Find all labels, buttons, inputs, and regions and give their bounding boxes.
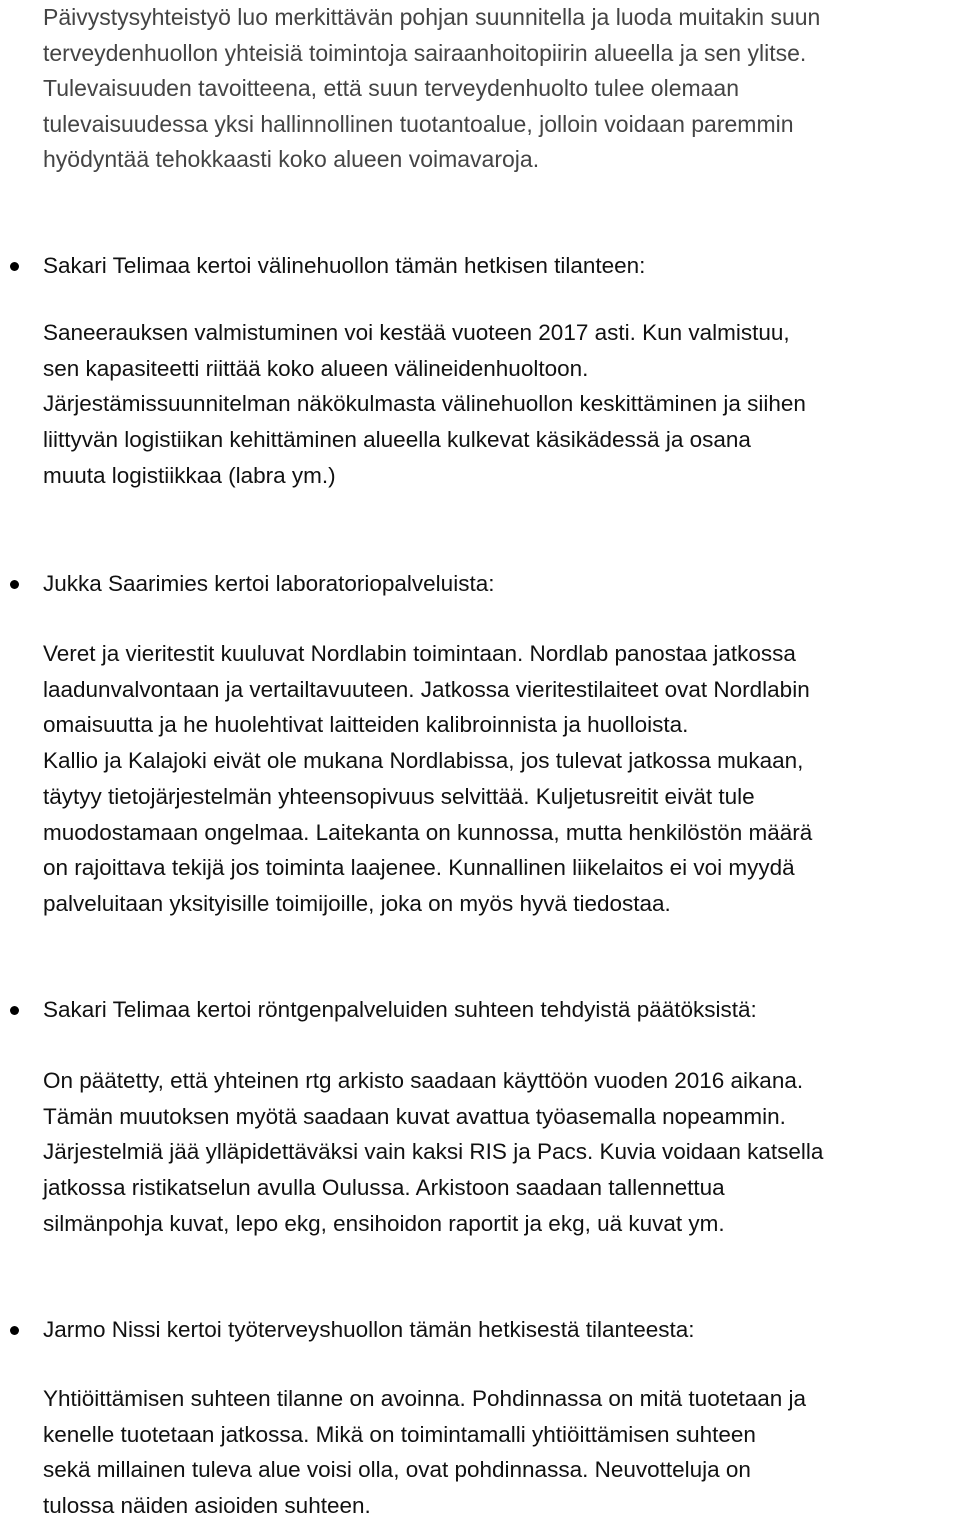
body-line: muodostamaan ongelmaa. Laitekanta on kunnossa, mutta henkilöstön määrä bbox=[43, 819, 813, 845]
body-line: Järjestelmiä jää ylläpidettäväksi vain kaksi RIS ja Pacs. Kuvia voidaan katsella bbox=[43, 1139, 824, 1165]
bullet-icon bbox=[10, 1006, 19, 1015]
intro-line: Päivystysyhteistyö luo merkittävän pohjan suunnitella ja luoda muitakin suun bbox=[43, 4, 821, 30]
body-line: kenelle tuotetaan jatkossa. Mikä on toimintamalli yhtiöittämisen suhteen bbox=[43, 1421, 756, 1447]
section-heading: Sakari Telimaa kertoi röntgenpalveluiden suhteen tehdyistä päätöksistä: bbox=[43, 997, 757, 1022]
bullet-icon bbox=[10, 262, 19, 271]
section-heading: Sakari Telimaa kertoi välinehuollon tämän hetkisen tilanteen: bbox=[43, 253, 646, 278]
intro-paragraph bbox=[43, 0, 955, 178]
intro-line: Tulevaisuuden tavoitteena, että suun terveydenhuolto tulee olemaan bbox=[43, 75, 740, 102]
body-line: täytyy tietojärjestelmän yhteensopivuus selvittää. Kuljetusreitit eivät tule bbox=[43, 783, 755, 809]
body-line: Saneerauksen valmistuminen voi kestää vuoteen 2017 asti. Kun valmistuu, bbox=[43, 320, 790, 345]
intro-line: terveydenhuollon yhteisiä toimintoja sairaanhoitopiirin alueella ja sen ylitse. bbox=[43, 39, 807, 66]
section-body bbox=[43, 636, 955, 922]
section-body bbox=[43, 1063, 955, 1242]
body-line: palveluitaan yksityisille toimijoille, joka on myös hyvä tiedostaa. bbox=[43, 890, 671, 916]
body-line: jatkossa ristikatselun avulla Oulussa. Arkistoon saadaan tallennettua bbox=[43, 1175, 725, 1201]
bullet-icon bbox=[10, 1326, 19, 1335]
section-body bbox=[43, 1381, 955, 1524]
section-body bbox=[43, 315, 955, 494]
bullet-icon bbox=[10, 580, 19, 589]
body-line: tulossa näiden asioiden suhteen. bbox=[43, 1493, 371, 1519]
intro-line: hyödyntää tehokkaasti koko alueen voimavaroja. bbox=[43, 146, 540, 173]
body-line: liittyvän logistiikan kehittäminen alueella kulkevat käsikädessä ja osana bbox=[43, 427, 751, 453]
body-line: Järjestämissuunnitelman näkökulmasta välinehuollon keskittäminen ja siihen bbox=[43, 391, 806, 417]
body-line: laadunvalvontaan ja vertailtavuuteen. Jatkossa vieritestilaiteet ovat Nordlabin bbox=[43, 676, 810, 702]
body-line: silmänpohja kuvat, lepo ekg, ensihoidon raportit ja ekg, uä kuvat ym. bbox=[43, 1210, 725, 1236]
body-line: omaisuutta ja he huolehtivat laitteiden kalibroinnista ja huolloista. bbox=[43, 712, 689, 738]
section-heading: Jukka Saarimies kertoi laboratoriopalveluista: bbox=[43, 571, 495, 596]
intro-line: tulevaisuudessa yksi hallinnollinen tuotantoalue, jolloin voidaan paremmin bbox=[43, 110, 794, 137]
body-line: sen kapasiteetti riittää koko alueen välineidenhuoltoon. bbox=[43, 355, 589, 381]
body-line: On päätetty, että yhteinen rtg arkisto saadaan käyttöön vuoden 2016 aikana. bbox=[43, 1068, 804, 1093]
body-line: muuta logistiikkaa (labra ym.) bbox=[43, 462, 336, 488]
body-line: Tämän muutoksen myötä saadaan kuvat avattua työasemalla nopeammin. bbox=[43, 1103, 786, 1129]
body-line: sekä millainen tuleva alue voisi olla, ovat pohdinnassa. Neuvotteluja on bbox=[43, 1457, 751, 1483]
body-line: Veret ja vieritestit kuuluvat Nordlabin toimintaan. Nordlab panostaa jatkossa bbox=[43, 641, 796, 666]
body-line: on rajoittava tekijä jos toiminta laajenee. Kunnallinen liikelaitos ei voi myydä bbox=[43, 855, 795, 881]
section-heading: Jarmo Nissi kertoi työterveyshuollon tämän hetkisestä tilanteesta: bbox=[43, 1317, 695, 1342]
body-line: Yhtiöittämisen suhteen tilanne on avoinna. Pohdinnassa on mitä tuotetaan ja bbox=[43, 1386, 807, 1411]
body-line: Kallio ja Kalajoki eivät ole mukana Nordlabissa, jos tulevat jatkossa mukaan, bbox=[43, 748, 804, 774]
